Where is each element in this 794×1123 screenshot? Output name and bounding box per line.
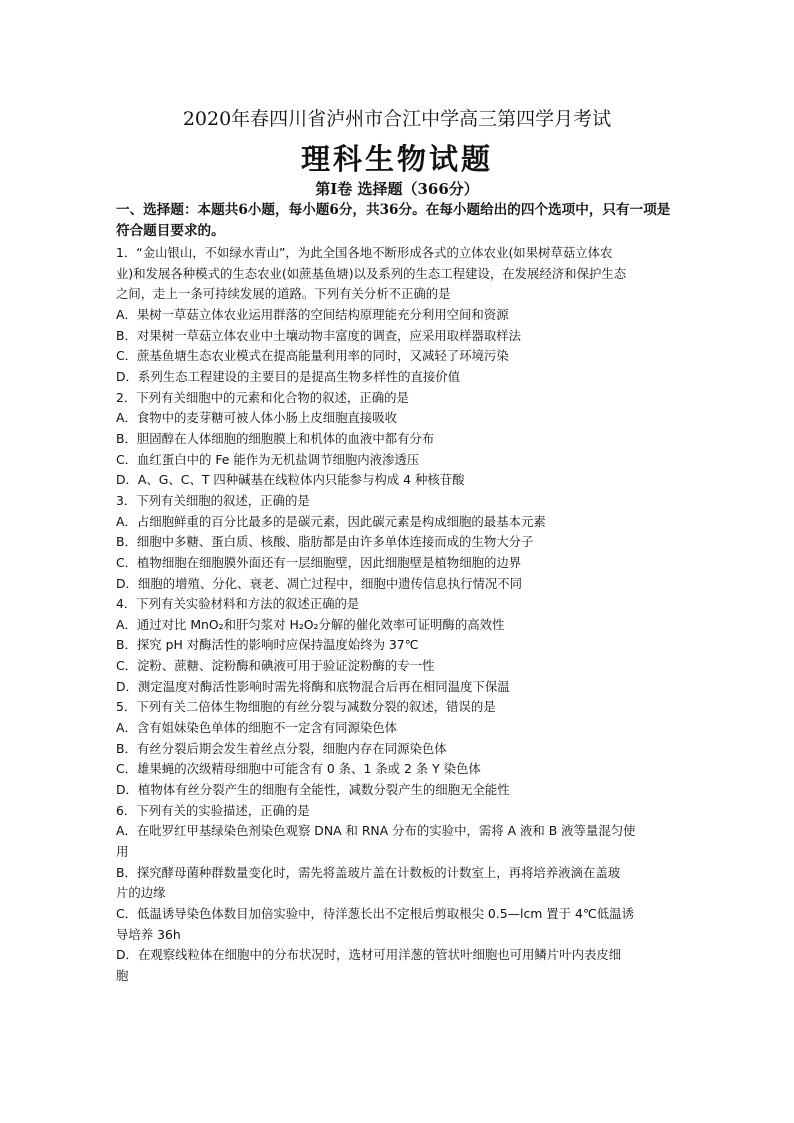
- option-line: B．探究 pH 对酶活性的影响时应保持温度始终为 37℃: [116, 637, 419, 653]
- section-heading: 第I卷 选择题（366分）: [315, 180, 479, 198]
- option-line: D．植物体有丝分裂产生的细胞有全能性，减数分裂产生的细胞无全能性: [116, 782, 510, 798]
- question-stem: 6．下列有关的实验描述，正确的是: [116, 802, 310, 818]
- option-line: D．测定温度对酶活性影响时需先将酶和底物混合后再在相同温度下保温: [116, 678, 510, 694]
- option-line: C．植物细胞在细胞膜外面还有一层细胞壁，因此细胞壁是植物细胞的边界: [116, 554, 522, 570]
- option-line: D．细胞的增殖、分化、衰老、凋亡过程中，细胞中遗传信息执行情况不同: [116, 575, 523, 591]
- option-line-continued: 片的边缘: [116, 885, 166, 901]
- option-line: B．探究酵母菌种群数量变化时，需先将盖玻片盖在计数板的计数室上，再将培养液滴在盖玻: [116, 864, 621, 880]
- option-line: B．胆固醇在人体细胞的细胞膜上和机体的血液中都有分布: [116, 430, 435, 446]
- option-line: B．有丝分裂后期会发生着丝点分裂，细胞内存在同源染色体: [116, 740, 447, 756]
- question-body: [116, 243, 682, 987]
- option-line: D．A、G、C、T 四种碱基在线粒体内只能参与构成 4 种核苷酸: [116, 472, 465, 488]
- option-line: A．果树一草菇立体农业运用群落的空间结构原理能充分利用空间和资源: [116, 306, 509, 322]
- option-line: C．低温诱导染色体数目加倍实验中，待洋葱长出不定根后剪取根尖 0.5—lcm 置于 4℃低温诱: [116, 906, 634, 921]
- option-line: D．在观察线粒体在细胞中的分布状况时，选材可用洋葱的管状叶细胞也可用鳞片叶内表皮细: [116, 947, 622, 963]
- text-line: 1．“金山银山，不如绿水青山”，为此全国各地不断形成各式的立体农业(如果树草菇立体农: [116, 245, 613, 260]
- question-stem: 2．下列有关细胞中的元素和化合物的叙述，正确的是: [116, 389, 409, 405]
- option-line: A．在吡罗红甲基绿染色剂染色观察 DNA 和 RNA 分布的实验中，需将 A 液和 B 液等量混匀使: [116, 823, 636, 839]
- option-line-continued: 导培养 36h: [116, 926, 181, 942]
- option-line: A．占细胞鲜重的百分比最多的是碳元素，因此碳元素是构成细胞的最基本元素: [116, 513, 546, 529]
- option-line-continued: 胞: [116, 967, 129, 983]
- question-stem: 4．下列有关实验材料和方法的叙述正确的是: [116, 596, 360, 612]
- exam-title: 2020年春四川省泸州市合江中学高三第四学月考试: [182, 108, 612, 130]
- option-line: C．蔗基鱼塘生态农业模式在提高能量利用率的同时，又减轻了环境污染: [116, 348, 509, 364]
- option-line: B．对果树一草菇立体农业中土壤动物丰富度的调查，应采用取样器取样法: [116, 327, 521, 343]
- option-line: D．系列生态工程建设的主要目的是提高生物多样性的直接价值: [116, 368, 461, 384]
- section-instruction: 一、选择题：本题共6小题，每小题6分，共36分。在每小题给出的四个选项中，只有一项是符合题目要求的。: [116, 202, 671, 239]
- option-line: B．细胞中多糖、蛋白质、核酸、脂肪都是由许多单体连接而成的生物大分子: [116, 534, 534, 550]
- question-stem: 3．下列有关细胞的叙述，正确的是: [116, 492, 310, 508]
- subject-heading: 理科生物试题: [300, 142, 493, 176]
- question-stem: 5．下列有关二倍体生物细胞的有丝分裂与减数分裂的叙述，错误的是: [116, 699, 496, 715]
- text-line: 之间，走上一条可持续发展的道路。下列有关分析不正确的是: [116, 286, 451, 302]
- option-line: C．雄果蝇的次级精母细胞中可能含有 0 条、1 条或 2 条 Y 染色体: [116, 761, 481, 777]
- option-line: A．食物中的麦芽糖可被人体小肠上皮细胞直接吸收: [116, 410, 398, 426]
- text-line: 业)和发展各种模式的生态农业(如蔗基鱼塘)以及系列的生态工程建设，在发展经济和保护生态: [116, 265, 627, 281]
- option-line: C．淀粉、蔗糖、淀粉酶和碘液可用于验证淀粉酶的专一性: [116, 658, 435, 674]
- option-line: C．血红蛋白中的 Fe 能作为无机盐调节细胞内液渗透压: [116, 451, 420, 467]
- option-line: A．含有姐妹染色单体的细胞不一定含有同源染色体: [116, 720, 398, 736]
- option-line: A．通过对比 MnO₂和肝匀浆对 H₂O₂分解的催化效率可证明酶的高效性: [116, 616, 505, 632]
- option-line-continued: 用: [116, 844, 129, 860]
